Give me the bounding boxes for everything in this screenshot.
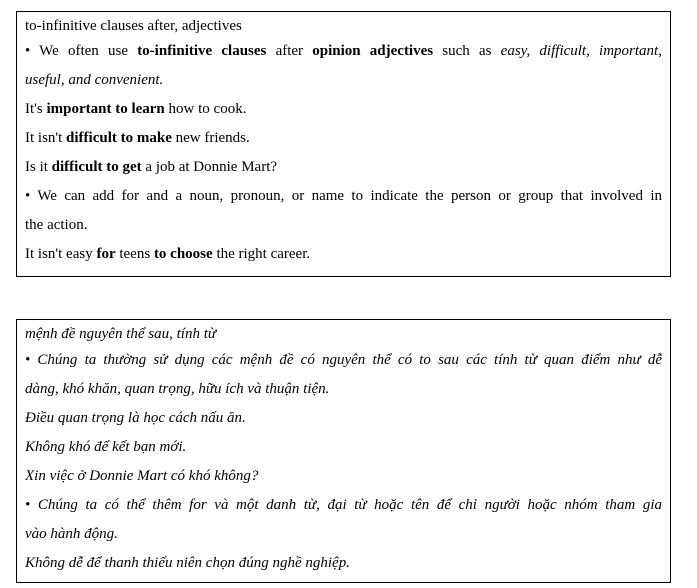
english-rule2-line1: • We can add for and a noun, pronoun, or name to indicate the person or group that involved in [25,188,662,204]
bullet: • [25,43,31,59]
vietnamese-rule2-line1: • Chúng ta có thể thêm for và một danh từ, đại từ hoặc tên để chỉ người hoặc nhóm tham gia [25,497,662,513]
vietnamese-example-1: Điều quan trọng là học cách nấu ăn. [25,410,246,426]
vietnamese-rule1-line2: dàng, khó khăn, quan trọng, hữu ích và thuận tiện. [25,381,330,397]
vietnamese-example-2: Không khó để kết bạn mới. [25,439,187,455]
english-example-2: It isn't difficult to make new friends. [25,130,250,146]
english-rule1-line2: useful, and convenient. [25,72,164,88]
english-rule2-line2: the action. [25,217,88,233]
english-example-3: Is it difficult to get a job at Donnie Mart? [25,159,278,175]
vietnamese-rule2-line2: vào hành động. [25,526,118,542]
english-rule1-line1: • We often use to-infinitive clauses after opinion adjectives such as easy, difficult, important, [25,43,662,59]
english-grammar-box [16,11,671,277]
vietnamese-example-3: Xin việc ở Donnie Mart có khó không? [25,468,259,484]
term-opinion-adjectives: opinion adjectives [312,43,434,59]
vietnamese-title: mệnh đề nguyên thể sau, tính từ [25,326,217,342]
vietnamese-example-4: Không dễ để thanh thiếu niên chọn đúng nghề nghiệp. [25,555,350,571]
adjective-examples: easy, difficult, important, [500,43,662,59]
term-to-infinitive-clauses: to-infinitive clauses [137,43,267,59]
vietnamese-translation-box [16,319,671,583]
english-title: to-infinitive clauses after, adjectives [25,18,242,34]
english-example-1: It's important to learn how to cook. [25,101,247,117]
english-example-4: It isn't easy for teens to choose the right career. [25,246,311,262]
vietnamese-rule1-line1: • Chúng ta thường sử dụng các mệnh đề có nguyên thể có to sau các tính từ quan điểm như dễ [25,352,662,368]
